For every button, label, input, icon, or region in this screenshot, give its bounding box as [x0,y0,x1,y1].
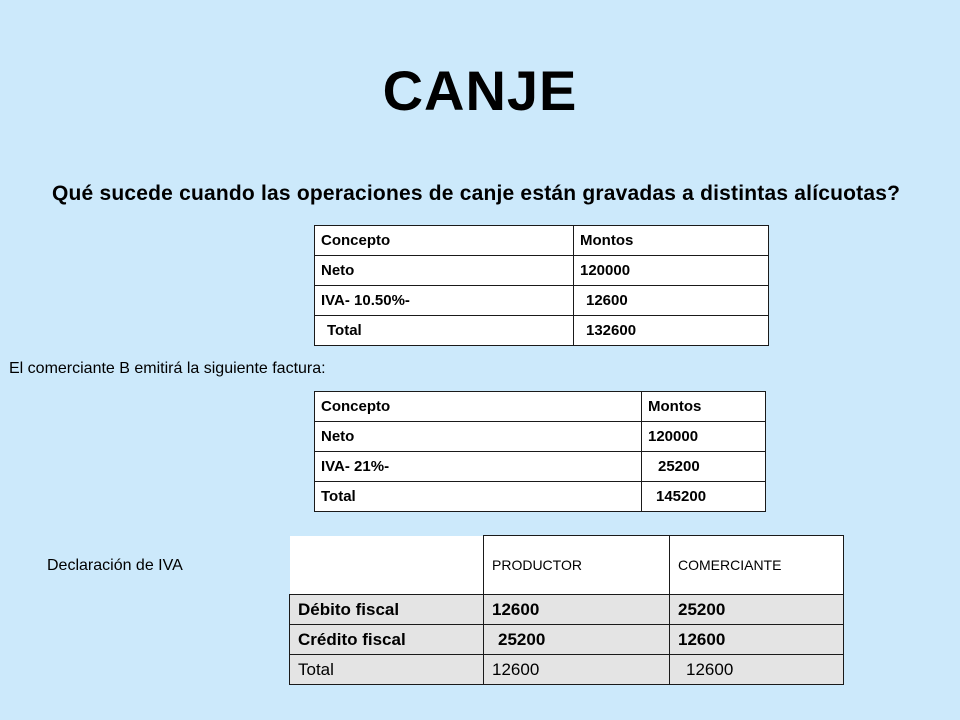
table-cell: Total [315,482,642,512]
table-row [315,286,769,316]
slide-title: CANJE [382,59,578,122]
table-row [315,256,769,286]
table-cell: Total [290,655,484,685]
table-cell: IVA- 21%- [315,452,642,482]
table-cell: 12600 [484,655,670,685]
table-cell: Débito fiscal [290,595,484,625]
table-row [290,595,844,625]
table-cell: Neto [315,422,642,452]
table-cell: 12600 [574,286,769,316]
invoice-table-comerciante [314,391,766,512]
table-header-cell [290,536,484,595]
table-row [315,452,766,482]
table-cell: 12600 [670,655,844,685]
table-cell: Concepto [315,392,642,422]
table-cell: Total [315,316,574,346]
table-cell: 145200 [642,482,766,512]
table-cell: Neto [315,256,574,286]
table-row [315,392,766,422]
table-row [290,655,844,685]
table-cell: Concepto [315,226,574,256]
table-row [315,422,766,452]
table-cell: Crédito fiscal [290,625,484,655]
declaracion-caption: Declaración de IVA [47,557,183,574]
table-header-cell: PRODUCTOR [484,536,670,595]
table-cell: Montos [642,392,766,422]
invoice-table-productor [314,225,769,346]
table-cell: 25200 [484,625,670,655]
table-cell: Montos [574,226,769,256]
table-cell: 120000 [574,256,769,286]
table-header-row [290,536,844,595]
table-cell: 25200 [642,452,766,482]
table-cell: 12600 [484,595,670,625]
table-row [315,482,766,512]
table-cell: 132600 [574,316,769,346]
table-row [315,226,769,256]
table-header-cell: COMERCIANTE [670,536,844,595]
table-row [315,316,769,346]
table-row [290,625,844,655]
table-cell: IVA- 10.50%- [315,286,574,316]
table-cell: 120000 [642,422,766,452]
table-cell: 25200 [670,595,844,625]
factura-caption: El comerciante B emitirá la siguiente factura: [9,360,326,377]
question-text: Qué sucede cuando las operaciones de canje están gravadas a distintas alícuotas? [52,182,901,205]
table-cell: 12600 [670,625,844,655]
iva-declaration-table [289,535,844,685]
